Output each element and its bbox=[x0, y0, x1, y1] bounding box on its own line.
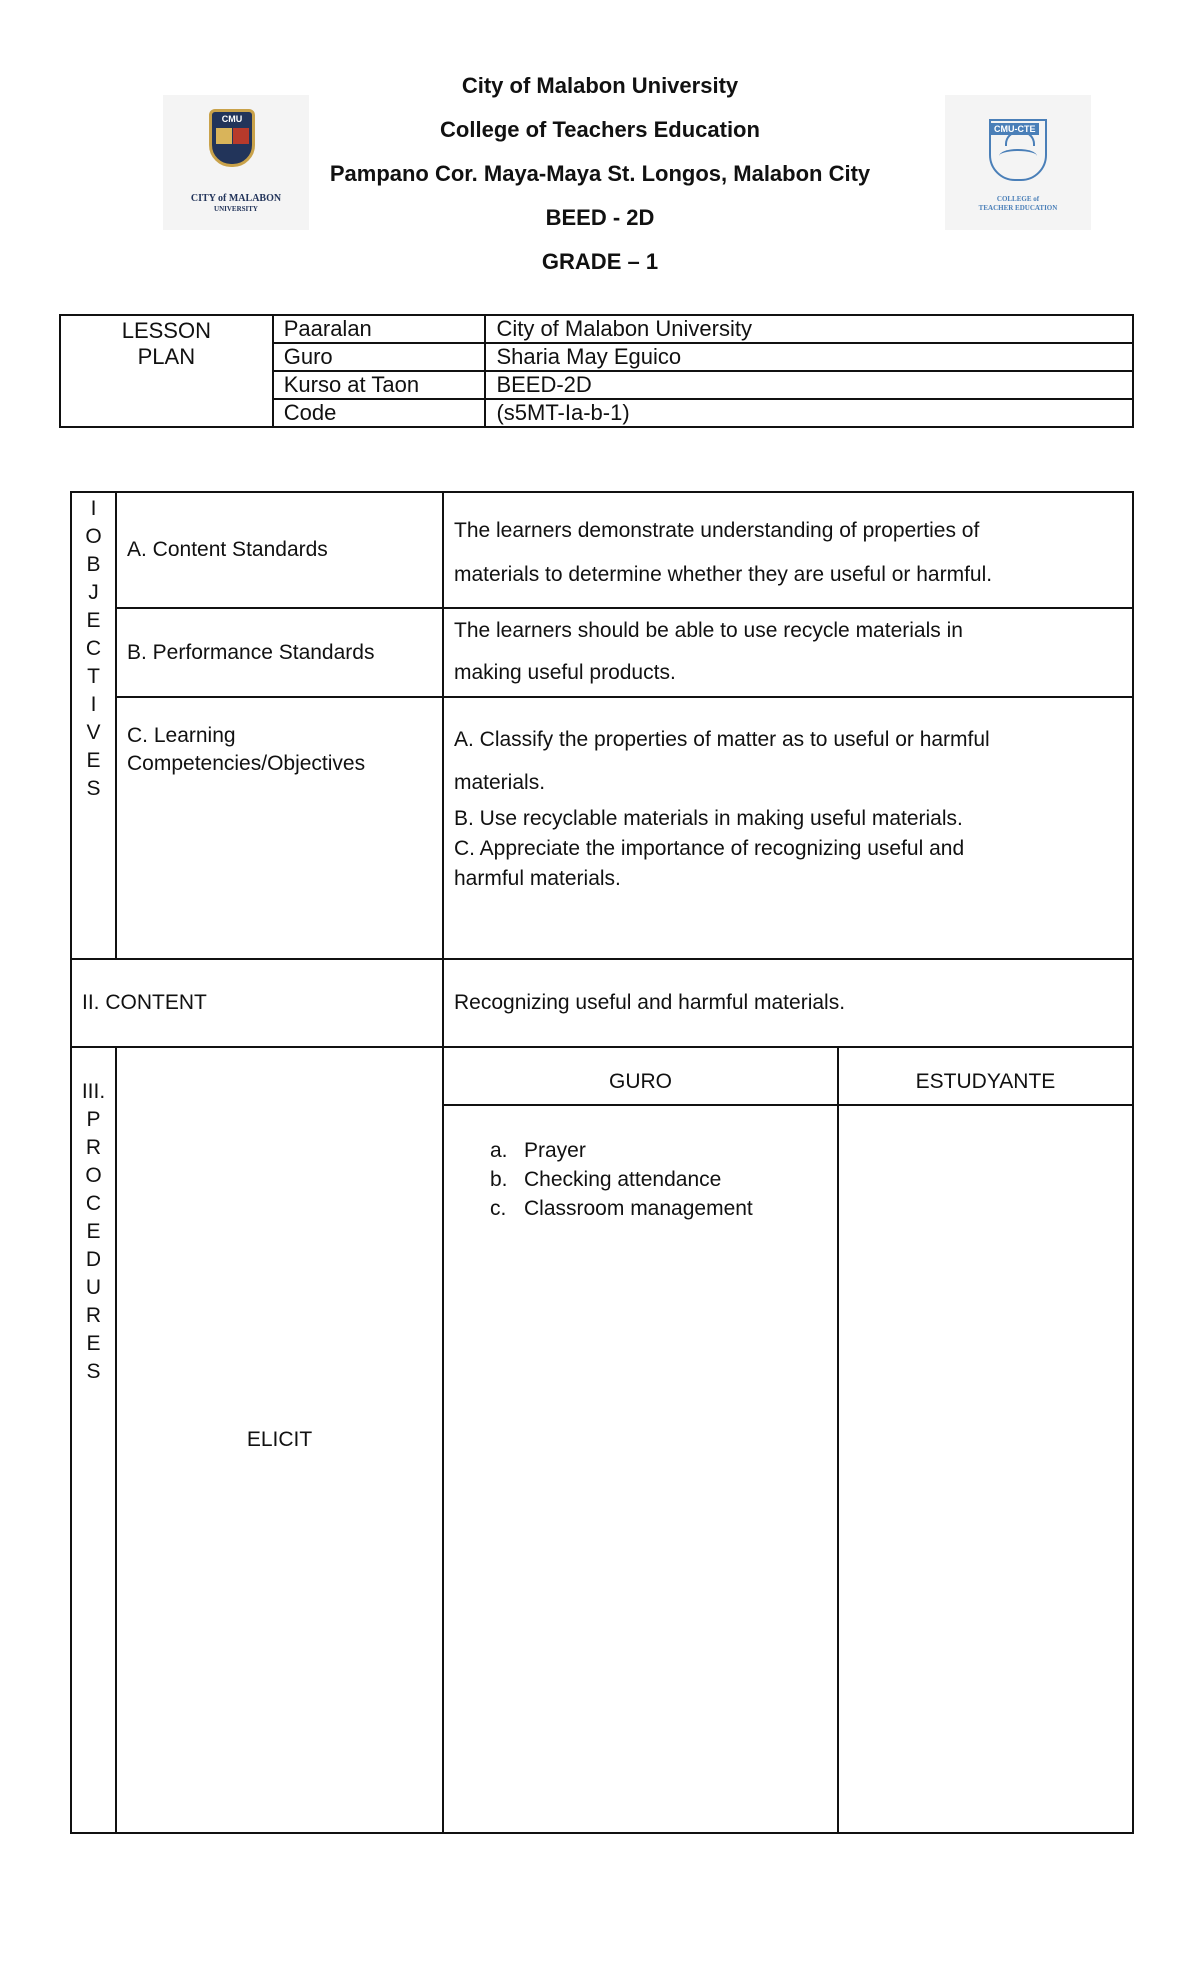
content-standards-value: The learners demonstrate understanding of properties of materials to determine whether they are useful or harmful. bbox=[443, 492, 1133, 608]
student-activities bbox=[838, 1105, 1133, 1833]
info-value: Sharia May Eguico bbox=[485, 343, 1133, 371]
elicit-stage-label: ELICIT bbox=[116, 1047, 443, 1833]
info-key: Guro bbox=[273, 343, 486, 371]
teacher-column-header: GURO bbox=[443, 1047, 838, 1105]
info-value: City of Malabon University bbox=[485, 315, 1133, 343]
shield-icon: CMU bbox=[209, 109, 255, 167]
info-key: Kurso at Taon bbox=[273, 371, 486, 399]
content-value: Recognizing useful and harmful materials. bbox=[443, 959, 1133, 1047]
list-item: a. Prayer bbox=[490, 1139, 586, 1162]
info-key: Paaralan bbox=[273, 315, 486, 343]
objectives-side-label: I O B J E C T I V E S bbox=[71, 492, 116, 959]
info-value: (s5MT-Ia-b-1) bbox=[485, 399, 1133, 427]
student-column-header: ESTUDYANTE bbox=[838, 1047, 1133, 1105]
university-name: City of Malabon University bbox=[461, 73, 739, 98]
competencies-label: C. Learning Competencies/Objectives bbox=[116, 697, 443, 959]
performance-standards-label: B. Performance Standards bbox=[116, 608, 443, 697]
content-standards-label: A. Content Standards bbox=[116, 492, 443, 608]
procedures-side-label: III. P R O C E D U R E S bbox=[71, 1047, 116, 1833]
address: Pampano Cor. Maya-Maya St. Longos, Malabon City bbox=[329, 161, 871, 186]
grade-level: GRADE – 1 bbox=[541, 249, 659, 274]
list-item: b. Checking attendance bbox=[490, 1168, 722, 1191]
lesson-plan-label: LESSON PLAN bbox=[60, 315, 273, 427]
list-item: c. Classroom management bbox=[490, 1197, 753, 1220]
teacher-activities bbox=[443, 1105, 838, 1833]
lesson-plan-info-table bbox=[59, 314, 1134, 428]
info-key: Code bbox=[273, 399, 486, 427]
college-name: College of Teachers Education bbox=[440, 117, 760, 142]
info-value: BEED-2D bbox=[485, 371, 1133, 399]
competencies-value: A. Classify the properties of matter as to useful or harmful materials. B. Use recyclable materials in making useful materials. C. Appreciate the importance of recognizing useful and harmful materials. bbox=[443, 697, 1133, 959]
section: BEED - 2D bbox=[545, 205, 655, 230]
performance-standards-value: The learners should be able to use recycle materials in making useful products. bbox=[443, 608, 1133, 697]
university-logo: CMU CITY of MALABON UNIVERSITY bbox=[163, 95, 309, 230]
college-logo: CMU-CTE COLLEGE of TEACHER EDUCATION bbox=[945, 95, 1091, 230]
lesson-plan-main-table bbox=[70, 491, 1134, 1834]
content-label: II. CONTENT bbox=[71, 959, 443, 1047]
